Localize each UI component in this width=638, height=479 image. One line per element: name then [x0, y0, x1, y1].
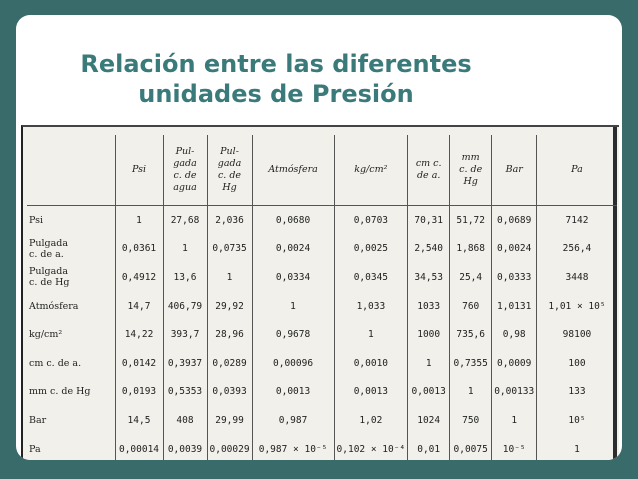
table-cell: 0,0024 [252, 235, 334, 264]
table-cell: 0,0361 [115, 235, 163, 264]
table-cell: 1 [207, 263, 252, 292]
table-cell: 0,102 × 10⁻⁴ [334, 435, 408, 460]
slide-title-line-1: Relación entre las diferentes [80, 50, 472, 78]
table-cell: 0,987 × 10⁻⁵ [252, 435, 334, 460]
table-cell: 0,0010 [334, 349, 408, 378]
table-cell: 98100 [537, 320, 617, 349]
table-cell: 0,0013 [334, 378, 408, 407]
table-cell: 1 [408, 349, 450, 378]
table-cell: 14,7 [115, 292, 163, 321]
table-cell: 760 [450, 292, 492, 321]
column-header: Pul- gada c. de agua [163, 135, 207, 206]
table-cell: 0,5353 [163, 378, 207, 407]
table-cell: 1,02 [334, 406, 408, 435]
table-cell: 0,98 [492, 320, 537, 349]
table-cell: 0,0393 [207, 378, 252, 407]
table-cell: 0,0689 [492, 206, 537, 235]
table-cell: 0,0193 [115, 378, 163, 407]
table-cell: 34,53 [408, 263, 450, 292]
table-cell: 0,0333 [492, 263, 537, 292]
slide [16, 15, 622, 460]
row-label: Pa [29, 443, 41, 455]
table-cell: 0,0013 [252, 378, 334, 407]
table-cell: 1 [450, 378, 492, 407]
row-label: Psi [29, 214, 44, 226]
table-cell: 1 [115, 206, 163, 235]
table-cell: 14,22 [115, 320, 163, 349]
table-cell: 408 [163, 406, 207, 435]
table-cell: 14,5 [115, 406, 163, 435]
table-cell: 13,6 [163, 263, 207, 292]
column-header: cm c. de a. [408, 135, 450, 206]
table-cell: 70,31 [408, 206, 450, 235]
table-cell: 1 [163, 235, 207, 264]
table-cell: 0,0703 [334, 206, 408, 235]
table-cell: 51,72 [450, 206, 492, 235]
table-cell: 735,6 [450, 320, 492, 349]
table-cell: 1024 [408, 406, 450, 435]
table-cell: 0,01 [408, 435, 450, 460]
column-header: Atmósfera [252, 135, 334, 206]
column-header: Bar [492, 135, 537, 206]
table-cell: 2,540 [408, 235, 450, 264]
column-header: Pul- gada c. de Hg [207, 135, 252, 206]
column-header: Pa [537, 135, 617, 206]
table-cell: 0,0334 [252, 263, 334, 292]
table-row [27, 206, 617, 235]
table-cell: 0,0680 [252, 206, 334, 235]
row-label: Pulgada c. de Hg [29, 266, 70, 289]
table-cell: 1 [252, 292, 334, 321]
table-cell: 0,0345 [334, 263, 408, 292]
table-cell: 100 [537, 349, 617, 378]
slide-title-line-2: unidades de Presión [138, 80, 414, 108]
table-cell: 133 [537, 378, 617, 407]
slide-title [16, 49, 536, 109]
table-cell: 0,00133 [492, 378, 537, 407]
table-row [27, 320, 617, 349]
table-cell: 1,01 × 10⁵ [537, 292, 617, 321]
table-cell: 27,68 [163, 206, 207, 235]
table-row [27, 235, 617, 264]
pressure-conversion-table [27, 135, 617, 460]
scanned-table-image [21, 125, 619, 460]
table-cell: 25,4 [450, 263, 492, 292]
table-header-row [27, 135, 617, 206]
table-cell: 0,0142 [115, 349, 163, 378]
table-cell: 393,7 [163, 320, 207, 349]
table-cell: 0,0289 [207, 349, 252, 378]
table-cell: 406,79 [163, 292, 207, 321]
table-row [27, 349, 617, 378]
table-cell: 0,0024 [492, 235, 537, 264]
table-cell: 0,0013 [408, 378, 450, 407]
table-cell: 1 [492, 406, 537, 435]
table-cell: 0,00096 [252, 349, 334, 378]
table-cell: 750 [450, 406, 492, 435]
table-cell: 10⁵ [537, 406, 617, 435]
row-label: Atmósfera [29, 300, 79, 312]
table-cell: 29,99 [207, 406, 252, 435]
table-cell: 3448 [537, 263, 617, 292]
table-cell: 0,0009 [492, 349, 537, 378]
table-row [27, 406, 617, 435]
table-row [27, 435, 617, 460]
table-cell: 1 [537, 435, 617, 460]
table-cell: 0,3937 [163, 349, 207, 378]
table-cell: 1,0131 [492, 292, 537, 321]
row-label: kg/cm² [29, 329, 63, 341]
table-cell: 1000 [408, 320, 450, 349]
table-cell: 7142 [537, 206, 617, 235]
column-header: mm c. de Hg [450, 135, 492, 206]
table-cell: 0,00014 [115, 435, 163, 460]
table-cell: 29,92 [207, 292, 252, 321]
table-cell: 10⁻⁵ [492, 435, 537, 460]
table-cell: 0,987 [252, 406, 334, 435]
row-label: Bar [29, 414, 47, 426]
row-label: cm c. de a. [29, 357, 82, 369]
table-cell: 0,7355 [450, 349, 492, 378]
table-cell: 0,9678 [252, 320, 334, 349]
table-cell: 1,033 [334, 292, 408, 321]
table-cell: 0,0039 [163, 435, 207, 460]
column-header: kg/cm² [334, 135, 408, 206]
table-cell: 0,0025 [334, 235, 408, 264]
table-cell: 0,0735 [207, 235, 252, 264]
table-cell: 1,868 [450, 235, 492, 264]
table-cell: 0,4912 [115, 263, 163, 292]
table-row [27, 292, 617, 321]
table-cell: 256,4 [537, 235, 617, 264]
table-row [27, 378, 617, 407]
table-cell: 1 [334, 320, 408, 349]
table-cell: 0,0075 [450, 435, 492, 460]
row-label: Pulgada c. de a. [29, 237, 69, 260]
table-row [27, 263, 617, 292]
table-cell: 28,96 [207, 320, 252, 349]
table-cell: 0,00029 [207, 435, 252, 460]
table-cell: 1033 [408, 292, 450, 321]
column-header: Psi [115, 135, 163, 206]
table-cell: 2,036 [207, 206, 252, 235]
row-label: mm c. de Hg [29, 386, 91, 398]
header-corner [27, 135, 115, 206]
